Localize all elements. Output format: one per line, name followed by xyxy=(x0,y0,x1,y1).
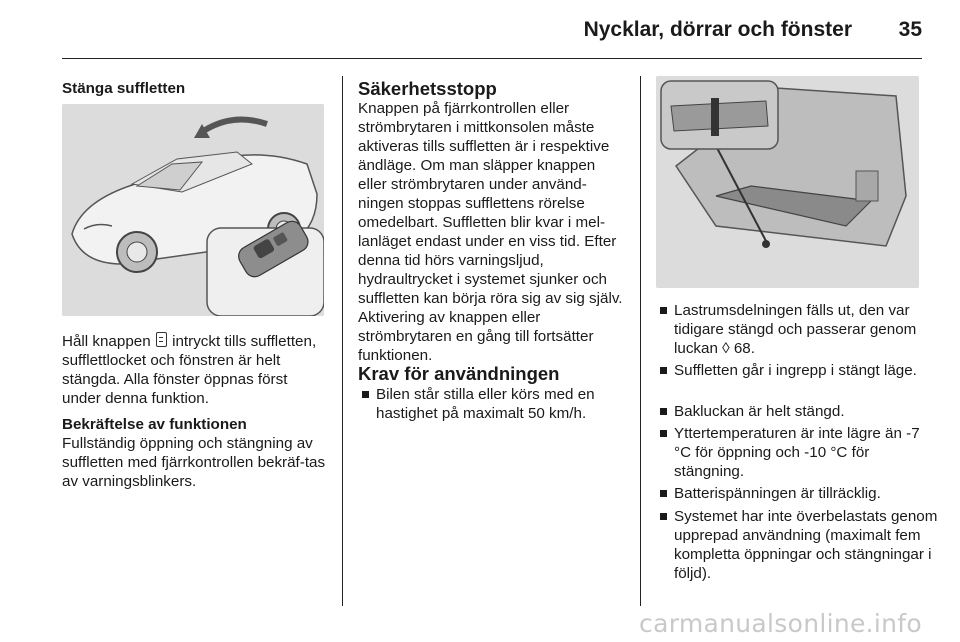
bullet-square-icon xyxy=(660,367,667,374)
hold-button-paragraph xyxy=(62,332,328,408)
bullet-square-icon xyxy=(660,490,667,497)
condition-item-4 xyxy=(656,424,940,481)
hold-button-text-end: intryckt tills suffletten, sufflettlocket och fönstren är helt stängda. Alla fönster öppnas först under denna funktion. xyxy=(62,333,317,407)
section-heading-safety-stop: Säkerhetsstopp xyxy=(358,78,497,99)
column-divider-right xyxy=(640,76,641,606)
column-divider-left xyxy=(342,76,343,606)
requirement-item xyxy=(358,385,626,423)
section-heading-closing: Stänga suffletten xyxy=(62,80,186,97)
subheading-confirmation: Bekräftelse av funktionen xyxy=(62,416,247,433)
condition-item-6 xyxy=(656,507,940,583)
bullet-square-icon xyxy=(362,391,369,398)
car-convertible-illustration xyxy=(62,104,324,316)
confirmation-text: Fullständig öppning och stängning av suffletten med fjärrkontrollen bekräf-tas av varningsblinkers. xyxy=(62,435,326,490)
bullet-square-icon xyxy=(660,513,667,520)
condition-item-text: Batterispänningen är tillräcklig. xyxy=(674,485,881,502)
condition-item-text: Systemet har inte överbelastats genom upprepad användning (maximalt fem kompletta öppningar och stängningar i följd). xyxy=(674,508,938,582)
condition-item-1 xyxy=(656,301,940,358)
page-header xyxy=(62,0,922,59)
bullet-square-icon xyxy=(660,430,667,437)
page-title: Nycklar, dörrar och fönster xyxy=(583,18,852,41)
watermark: carmanualsonline.info xyxy=(639,609,922,638)
roof-button-icon xyxy=(156,332,167,347)
trunk-partition-illustration xyxy=(656,76,919,288)
condition-item-text: Lastrumsdelningen fälls ut, den var tidigare stängd och passerar genom luckan ◊ 68. xyxy=(674,302,917,357)
hold-button-text-start: Håll knappen xyxy=(62,333,151,350)
condition-item-2 xyxy=(656,361,940,380)
condition-item-5 xyxy=(656,484,940,503)
condition-item-text: Yttertemperaturen är inte lägre än -7 °C för öppning och -10 °C för stängning. xyxy=(674,425,920,480)
requirement-item-text: Bilen står stilla eller körs med en hastighet på maximalt 50 km/h. xyxy=(376,386,595,422)
bullet-square-icon xyxy=(660,307,667,314)
condition-item-text: Suffletten går i ingrepp i stängt läge. xyxy=(674,362,917,379)
safety-stop-text: Knappen på fjärrkontrollen eller strömbrytaren i mittkonsolen måste aktiveras tills suffletten är i respektive ändläge. Om man släpper knappen eller strömbrytaren under använd-ningen stoppas sufflettens rörelse omedelbart. Suffletten blir kvar i mel-lanläget endast under en viss tid. Efter denna tid hörs varningsljud, hydraultrycket i systemet sjunker och suffletten kan börja röra sig av sig själv. Aktivering av knappen eller strömbrytaren en gång till fortsätter funktionen. xyxy=(358,100,623,364)
section-heading-requirements: Krav för användningen xyxy=(358,363,560,384)
page-number: 35 xyxy=(898,18,922,41)
condition-item-3 xyxy=(656,402,940,421)
condition-item-text: Bakluckan är helt stängd. xyxy=(674,403,845,420)
bullet-square-icon xyxy=(660,408,667,415)
